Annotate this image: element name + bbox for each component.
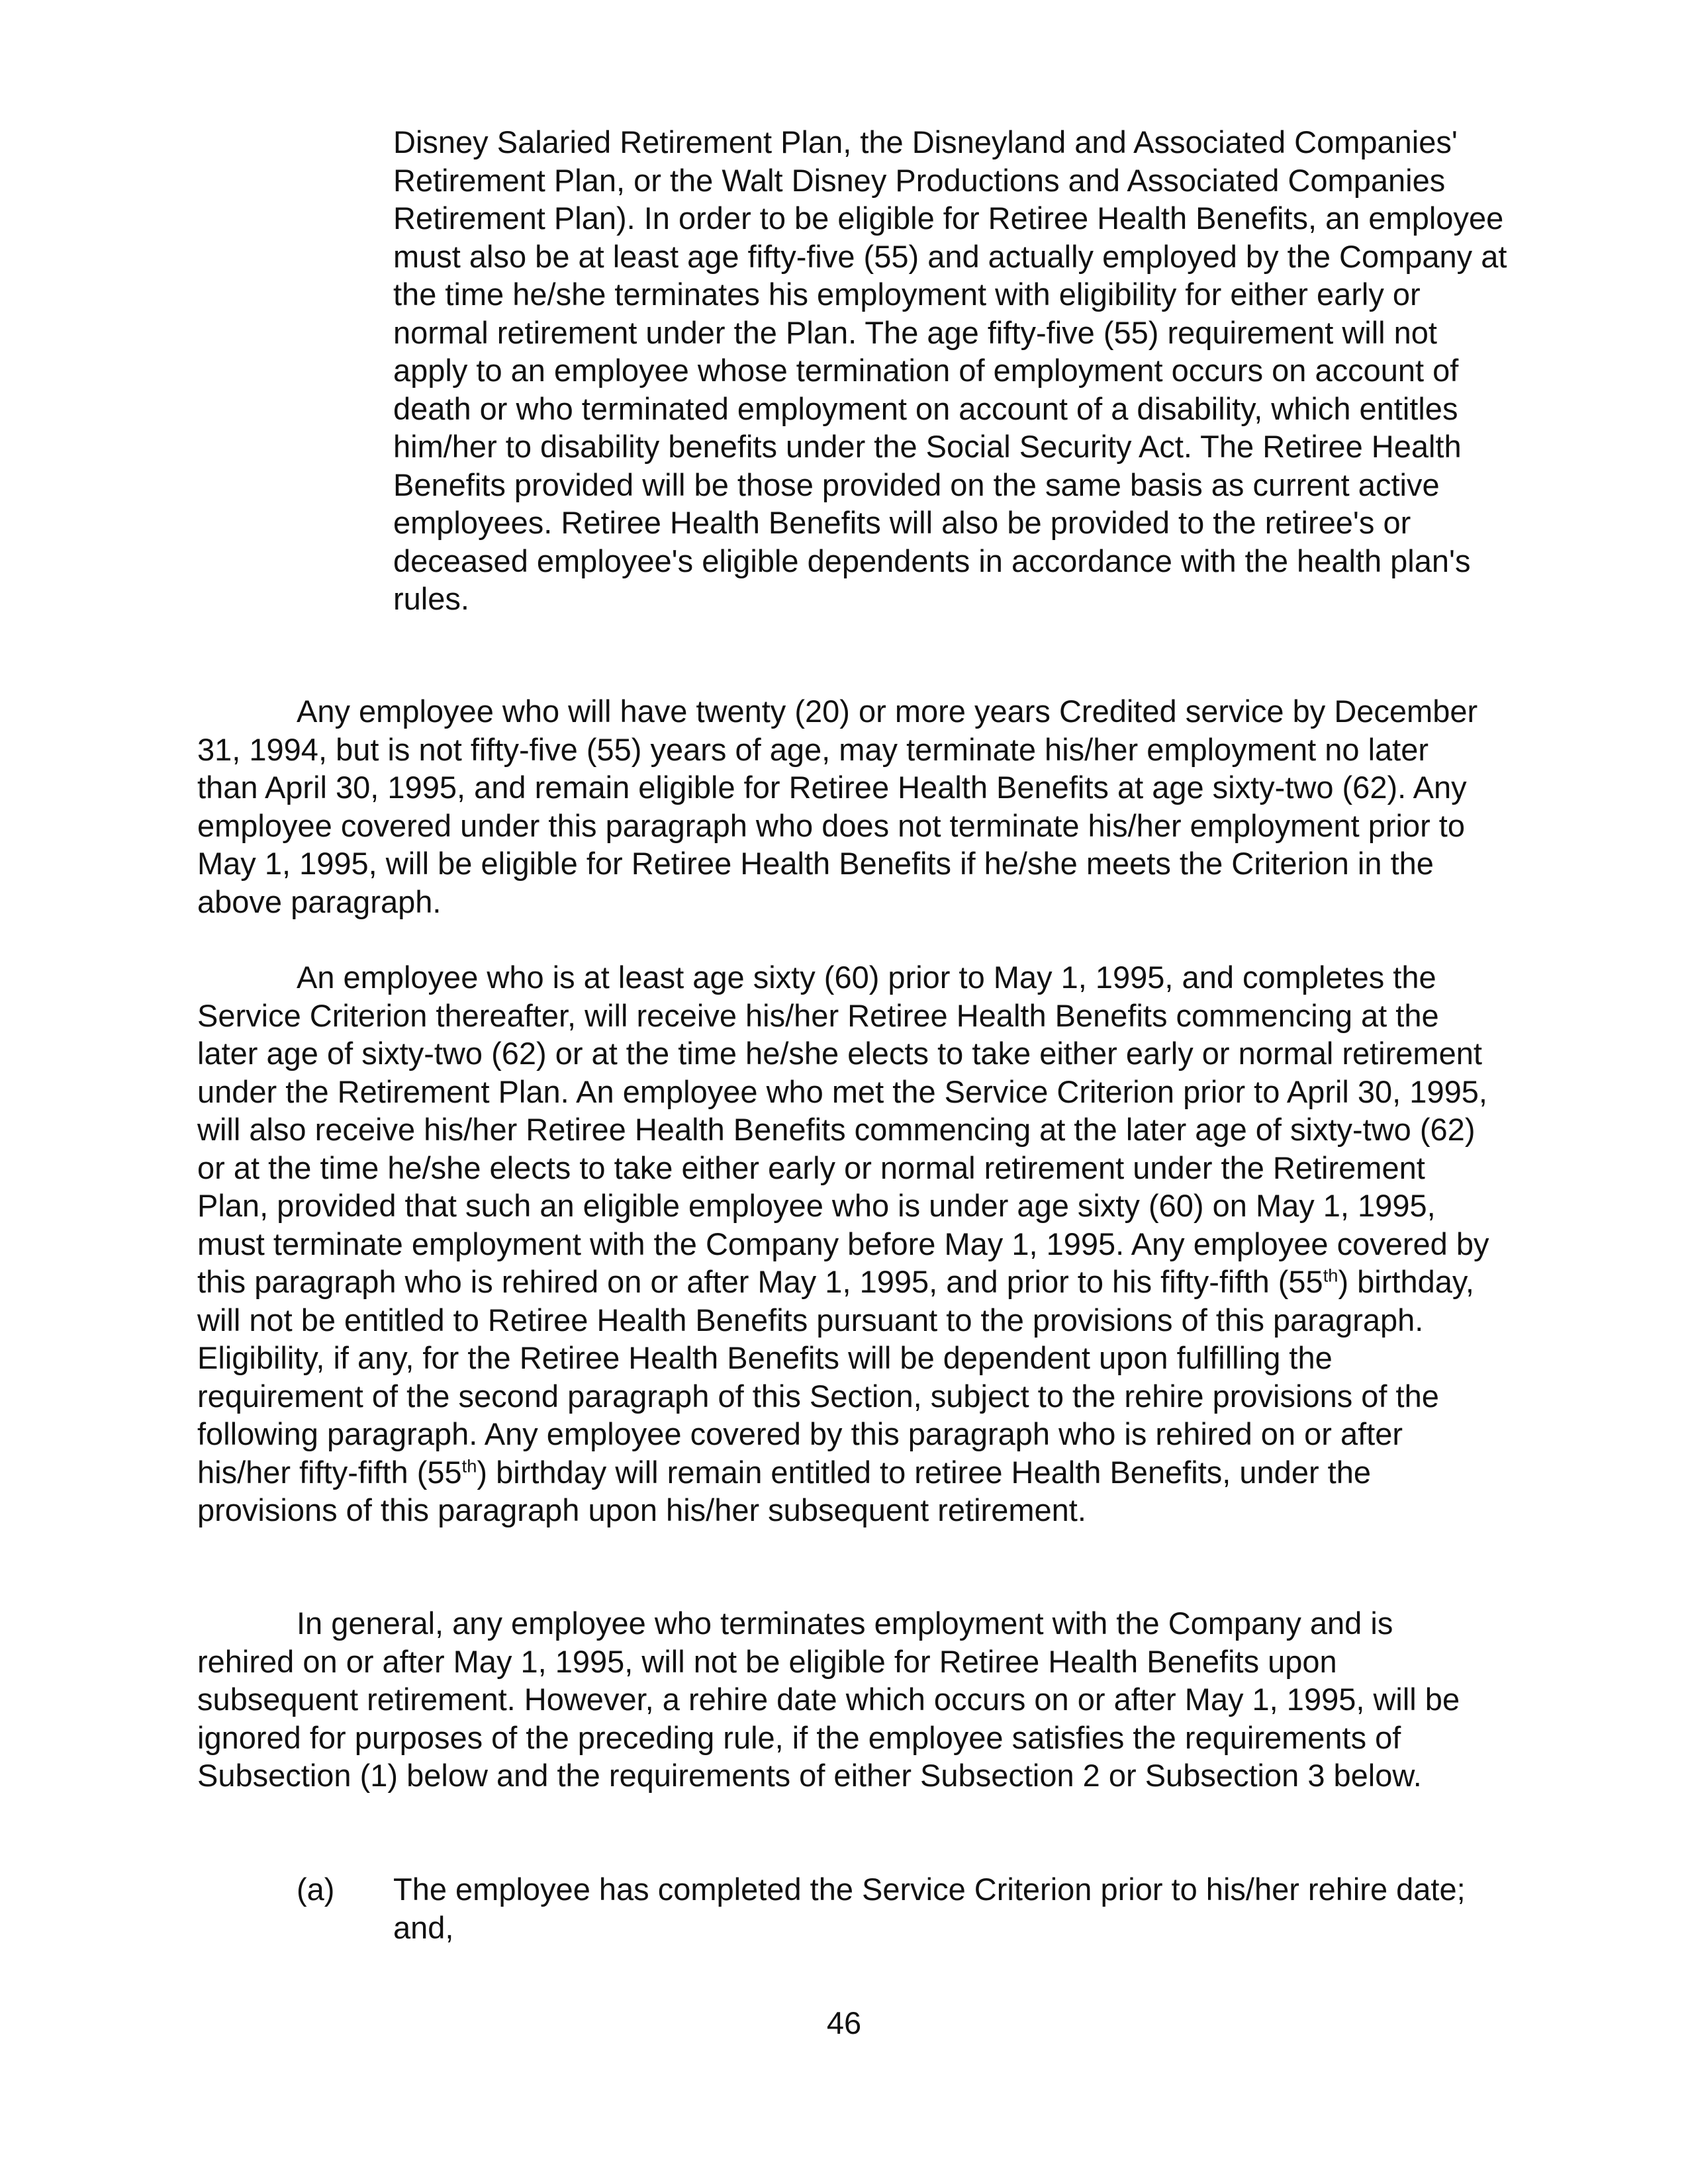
list-item-a-label: (a) — [297, 1872, 335, 1907]
continuation-paragraph: Disney Salaried Retirement Plan, the Disneyland and Associated Companies' Retirement Plan, or the Walt Disney Productions and Associated Companies Retirement Plan). In order to be eligible for Retiree Health Benefits, an employee must also be at least age fifty-five (55) and actually employed by the Company at the time he/she terminates his employment with eligibility for either early or normal retirement under the Plan. The age fifty-five (55) requirement will not apply to an employee whose termination of employment occurs on account of death or who terminated employment on account of a disability, which entitles him/her to disability benefits under the Social Security Act. The Retiree Health Benefits provided will be those provided on the same basis as current active employees. Retiree Health Benefits will also be provided to the retiree's or deceased employee's eligible dependents in accordance with the health plan's rules. — [393, 124, 1507, 616]
paragraph-rehire-rules: In general, any employee who terminates employment with the Company and is rehired on or after May 1, 1995, will not be eligible for Retiree Health Benefits upon subsequent retirement. However, a rehire date which occurs on or after May 1, 1995, will be ignored for purposes of the preceding rule, if the employee satisfies the requirements of Subsection (1) below and the requirements of either Subsection 2 or Subsection 3 below. — [197, 1606, 1460, 1793]
paragraph-age-sixty — [197, 958, 1495, 1529]
ordinal-suffix-2: th — [461, 1455, 477, 1476]
list-item-a-text: The employee has completed the Service Criterion prior to his/her rehire date; and, — [393, 1872, 1466, 1945]
page-number: 46 — [826, 2005, 862, 2040]
paragraph-early-termination: Any employee who will have twenty (20) or more years Credited service by December 31, 1994, but is not fifty-five (55) years of age, may terminate his/her employment no later than April 30, 1995, and remain eligible for Retiree Health Benefits at age sixty-two (62). Any employee covered under this paragraph who does not terminate his/her employment prior to May 1, 1995, will be eligible for Retiree Health Benefits if he/she meets the Criterion in the above paragraph. — [197, 694, 1478, 919]
paragraph-age-sixty-part-1: An employee who is at least age sixty (60) prior to May 1, 1995, and completes the Service Criterion thereafter, will receive his/her Retiree Health Benefits commencing at the later age of sixty-two (62) or at the time he/she elects to take either early or normal retirement under the Retirement Plan. An employee who met the Service Criterion prior to April 30, 1995, will also receive his/her Retiree Health Benefits commencing at the later age of sixty-two (62) or at the time he/she elects to take either early or normal retirement under the Retirement Plan, provided that such an eligible employee who is under age sixty (60) on May 1, 1995, must terminate employment with the Company before May 1, 1995. Any employee covered by this paragraph who is rehired on or after May 1, 1995, and prior to his fifty-fifth (55 — [197, 960, 1489, 1299]
paragraph-age-sixty-part-3: ) birthday will remain entitled to retiree Health Benefits, under the provisions of this paragraph upon his/her subsequent retirement. — [197, 1454, 1372, 1527]
ordinal-suffix-1: th — [1323, 1265, 1338, 1286]
paragraph-age-sixty-part-2: ) birthday, will not be entitled to Retiree Health Benefits pursuant to the provisions of this paragraph. Eligibility, if any, for the Retiree Health Benefits will be dependent upon fulfilling the requirement of the second paragraph of this Section, subject to the rehire provisions of the following paragraph. Any employee covered by this paragraph who is rehired on or after his/her fifty-fifth (55 — [197, 1264, 1474, 1490]
